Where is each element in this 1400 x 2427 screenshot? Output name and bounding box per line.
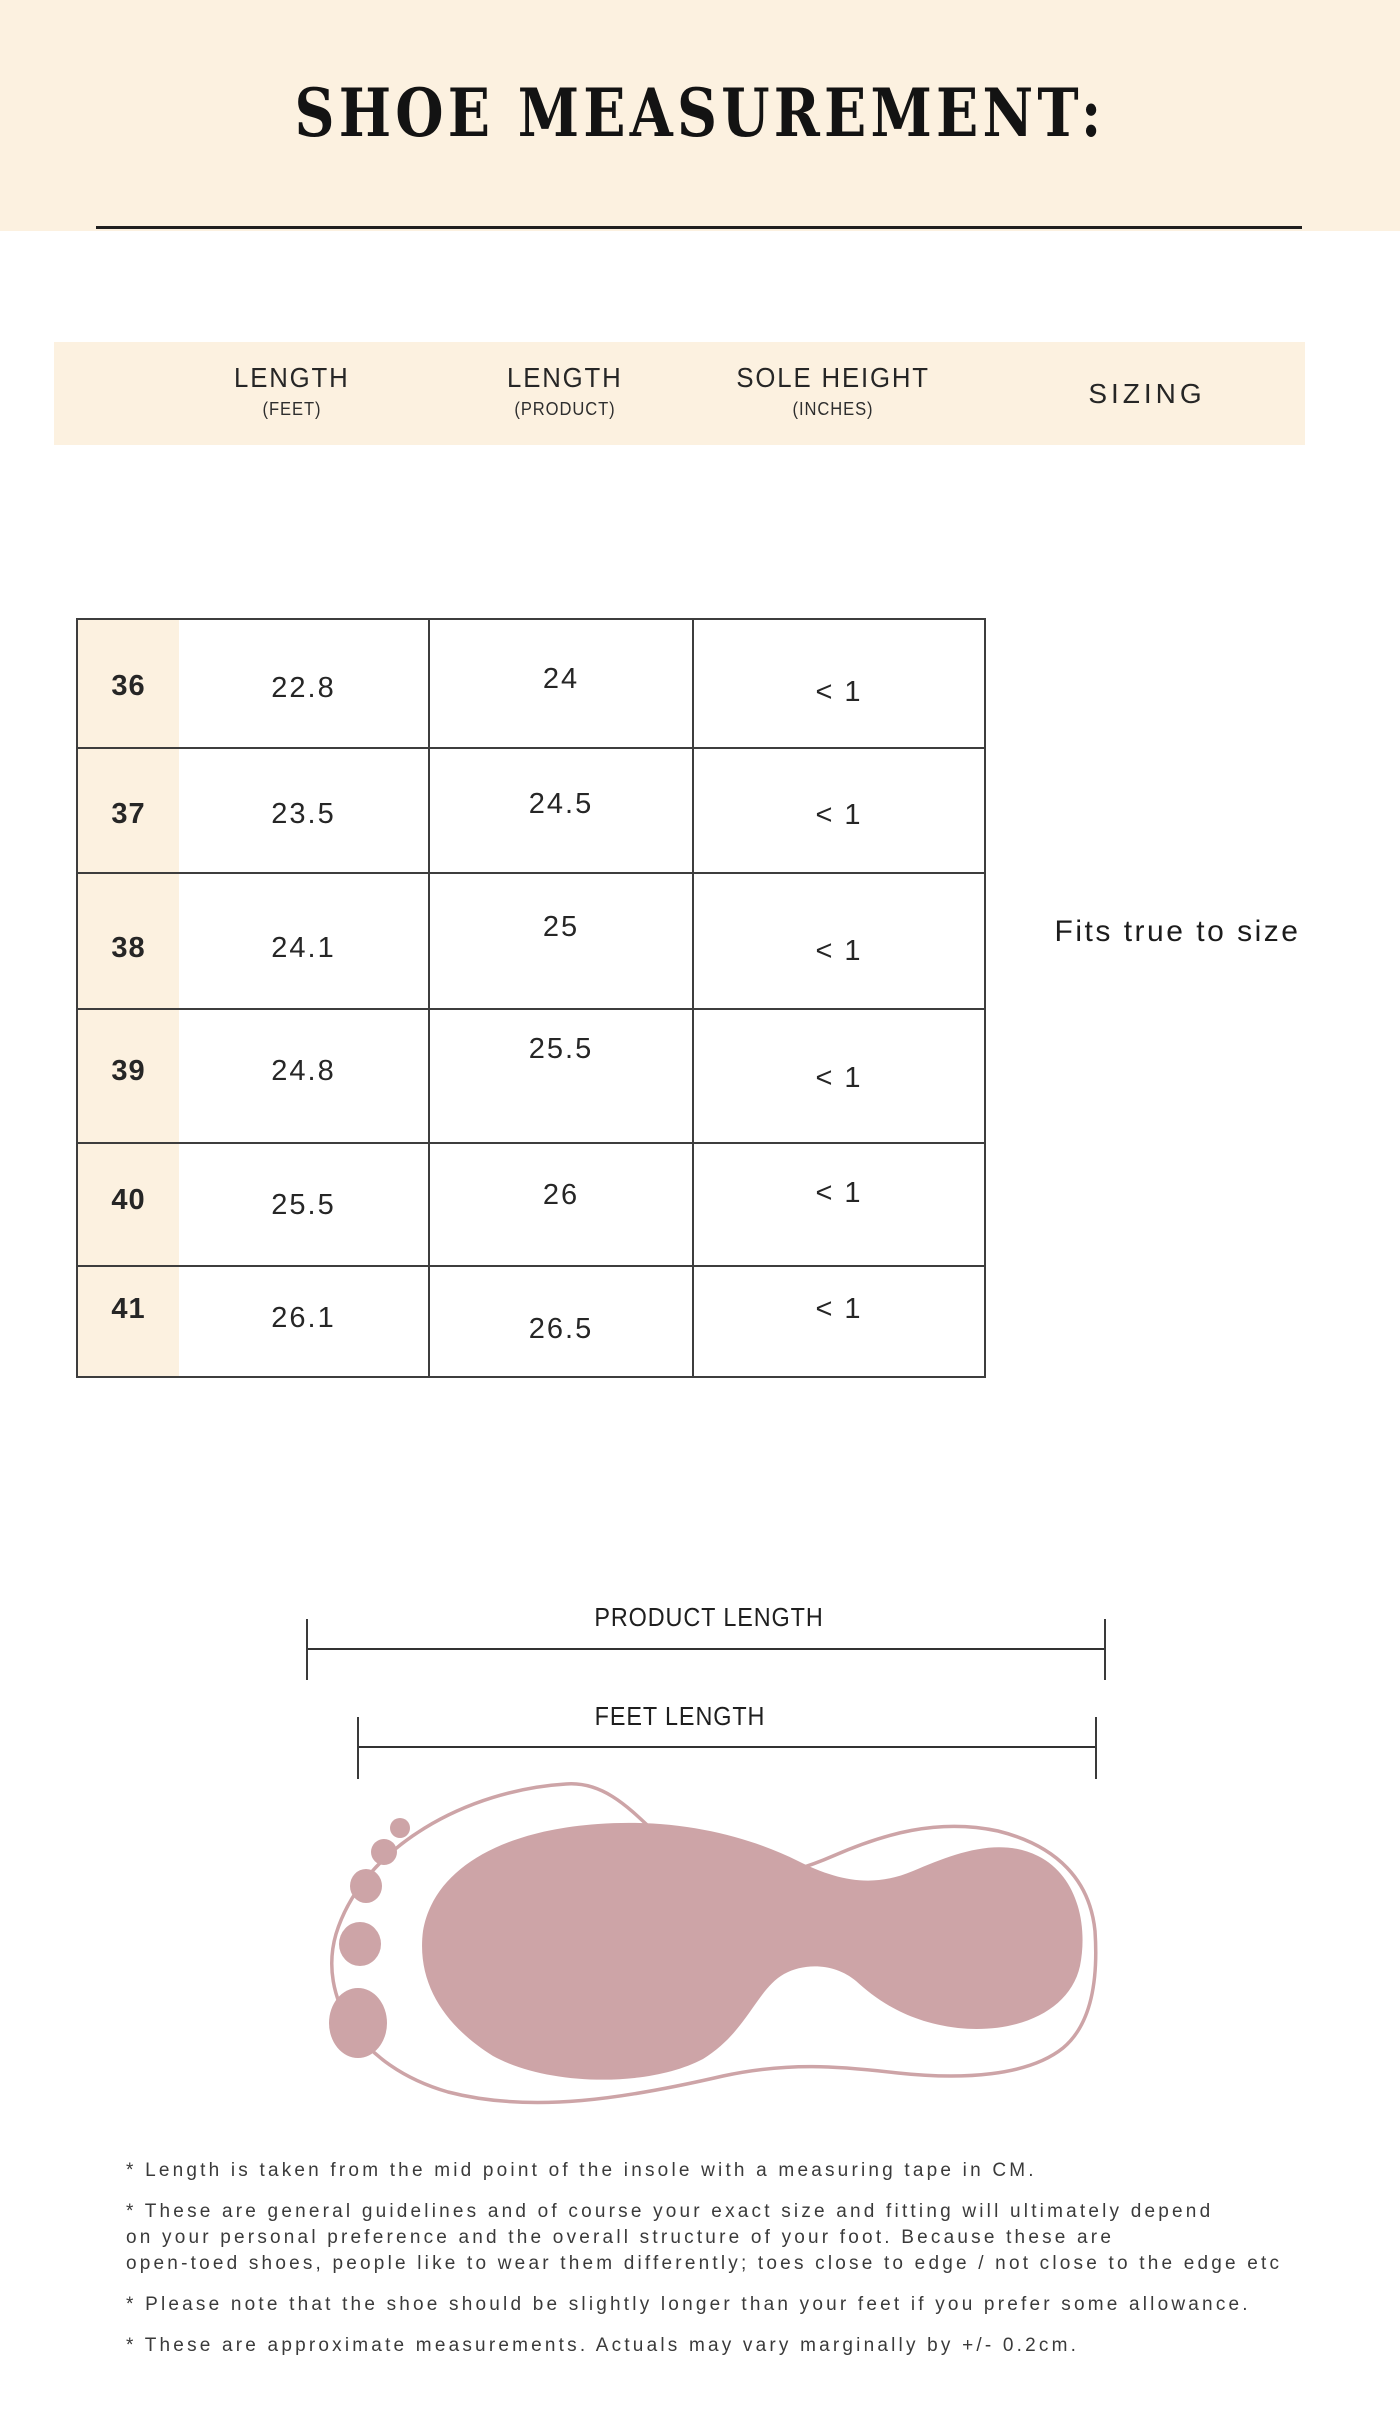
footprint-illustration [298,1776,1104,2110]
page-title: SHOE MEASUREMENT: [294,74,1106,152]
header-sublabel: (INCHES) [792,399,874,419]
size-cell: 37 [78,749,179,872]
table-row [78,872,984,1008]
product-length-cell: 26.5 [428,1267,692,1376]
footnote-paragraph [126,2199,1386,2277]
product-length-cell: 26 [428,1144,692,1265]
sole-height-cell: < 1 [692,620,984,747]
sole-height-cell: < 1 [692,1144,984,1265]
feet-length-cell: 24.8 [271,1054,336,1087]
feet-length-cell: 23.5 [271,798,336,830]
footnote-line: * These are general guidelines and of course your exact size and fitting will ultimately depend [126,2201,1214,2222]
table-row [78,1008,984,1142]
sole-height-cell: < 1 [692,1010,984,1142]
feet-length-right-tick [1095,1717,1097,1779]
fourth-toe-print [371,1839,397,1865]
header-label: LENGTH [507,362,623,393]
sole-height-cell: < 1 [692,749,984,872]
feet-length-cell: 22.8 [271,672,336,704]
size-cell: 39 [78,1010,179,1142]
pinky-toe-print [390,1818,410,1838]
feet-length-left-tick [357,1717,359,1779]
product-length-cell: 25.5 [428,1010,692,1142]
footnote-line: open-toed shoes, people like to wear them differently; toes close to edge / not close to the edge etc [126,2253,1283,2274]
product-length-cell: 24 [428,620,692,747]
feet-length-label: FEET LENGTH [594,1701,766,1731]
third-toe-print [350,1869,382,1903]
feet-length-cell: 25.5 [271,1189,336,1221]
header-label: SIZING [1088,377,1206,409]
header-sole-height [703,342,963,445]
size-chart-header-row [54,342,1305,445]
table-row [78,747,984,872]
size-cell: 41 [78,1267,179,1376]
footnote-line: on your personal preference and the overall structure of your foot. Because these are [126,2227,1115,2248]
sole-print [422,1823,1083,2080]
size-table [76,618,986,1378]
feet-length-cell: 26.1 [271,1302,336,1334]
product-length-left-tick [306,1619,308,1680]
feet-length-line [358,1746,1097,1748]
product-length-line [307,1648,1106,1650]
sizing-note: Fits true to size [1054,915,1301,948]
size-cell: 40 [78,1144,179,1265]
size-cell: 36 [78,620,179,747]
header-product-length [435,342,695,445]
sole-height-cell: < 1 [692,874,984,1008]
product-length-cell: 24.5 [428,749,692,872]
table-row [78,620,984,747]
divider-rule [96,226,1302,229]
header-sublabel: (PRODUCT) [514,399,616,419]
footnote-line: * These are approximate measurements. Actuals may vary marginally by +/- 0.2cm. [126,2335,1080,2356]
footnote-line: * Length is taken from the mid point of the insole with a measuring tape in CM. [126,2160,1037,2181]
size-cell: 38 [78,874,179,1008]
header-banner [0,0,1400,231]
product-length-right-tick [1104,1619,1106,1680]
header-label: LENGTH [234,362,350,393]
feet-length-cell: 24.1 [271,931,336,964]
table-row [78,1142,984,1265]
footnote-line: * Please note that the shoe should be slightly longer than your feet if you prefer some allowance. [126,2294,1251,2315]
footnotes [126,2158,1386,2374]
table-row [78,1265,984,1376]
header-sublabel: (FEET) [262,399,322,419]
header-feet-length [162,342,422,445]
product-length-label: PRODUCT LENGTH [594,1602,824,1632]
product-length-cell: 25 [428,874,692,1008]
header-label: SOLE HEIGHT [736,362,930,393]
sole-height-cell: < 1 [692,1267,984,1376]
second-toe-print [339,1922,381,1966]
header-sizing [1017,342,1277,445]
big-toe-print [329,1988,387,2058]
